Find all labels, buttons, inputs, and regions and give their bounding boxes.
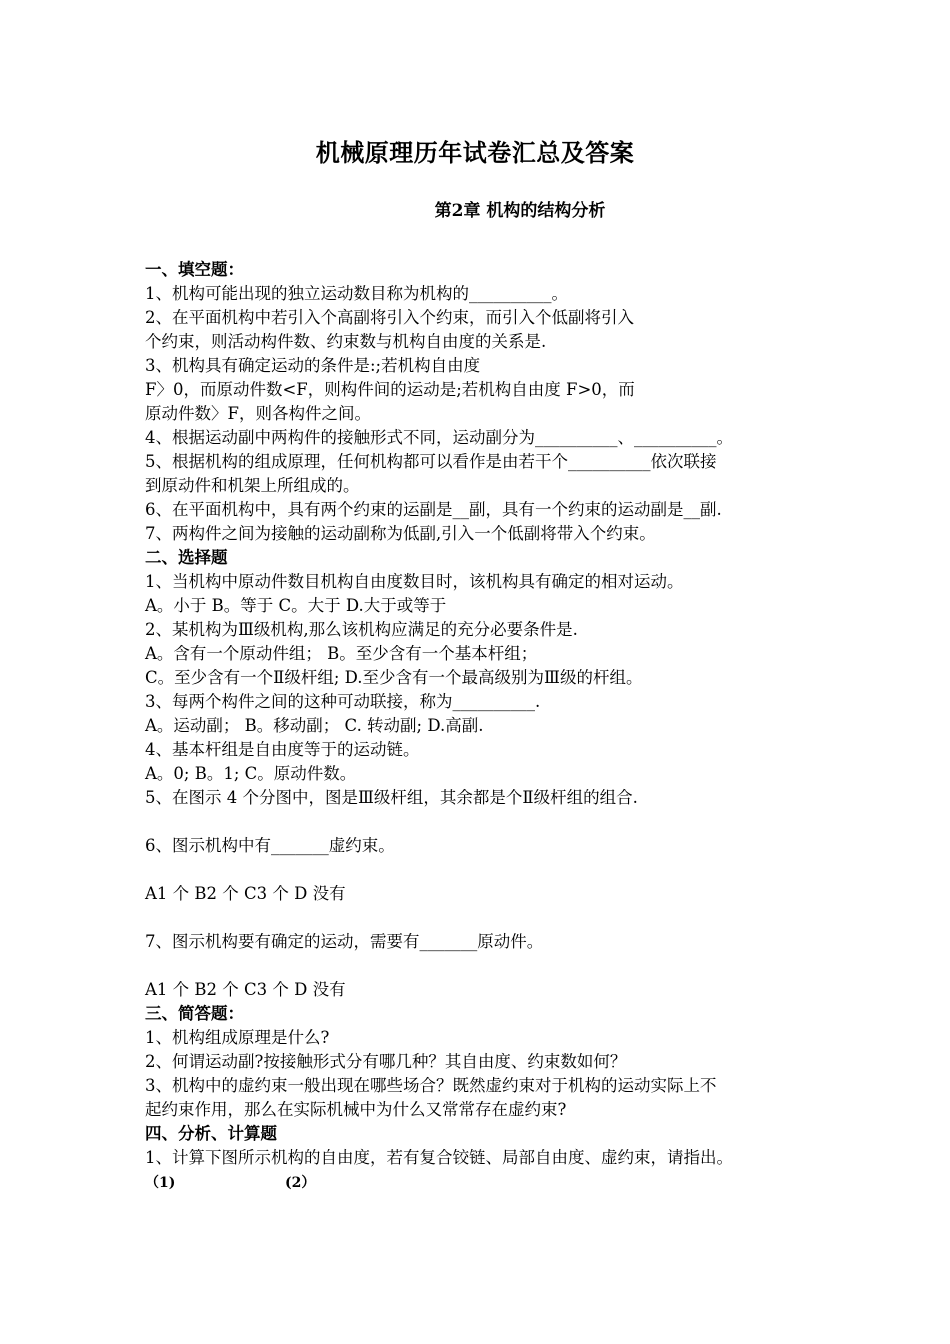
choice-line: 2、某机构为Ⅲ级机构,那么该机构应满足的充分必要条件是. bbox=[145, 620, 578, 639]
chapter-title: 第2章 机构的结构分析 bbox=[434, 201, 606, 221]
section-heading-choice: 二、选择题 bbox=[145, 548, 228, 567]
choice-line: 1、当机构中原动件数目机构自由度数目时，该机构具有确定的相对运动。 bbox=[145, 572, 684, 591]
figure-label-1: （1) bbox=[145, 1175, 176, 1191]
short-line: 1、机构组成原理是什么? bbox=[145, 1028, 330, 1047]
fill-line: 2、在平面机构中若引入个高副将引入个约束，而引入个低副将引入 bbox=[145, 308, 634, 327]
choice-question-7: 7、图示机构要有确定的运动，需要有_______原动件。 bbox=[145, 932, 544, 951]
figure-label-2: (2） bbox=[285, 1175, 316, 1191]
short-line: 2、何谓运动副?按接触形式分有哪几种？其自由度、约束数如何？ bbox=[145, 1052, 627, 1071]
choice-line: 5、在图示 4 个分图中，图是Ⅲ级杆组，其余都是个Ⅱ级杆组的组合. bbox=[145, 788, 638, 807]
fill-line: 原动件数〉F，则各构件之间。 bbox=[145, 404, 371, 423]
calc-line: 1、计算下图所示机构的自由度，若有复合铰链、局部自由度、虚约束，请指出。 bbox=[145, 1148, 733, 1167]
fill-line: 4、根据运动副中两构件的接触形式不同，运动副分为__________、__________。 bbox=[145, 428, 733, 447]
choice-line: A。含有一个原动件组； B。至少含有一个基本杆组； bbox=[145, 644, 538, 663]
fill-line: 7、两构件之间为接触的运动副称为低副,引入一个低副将带入个约束。 bbox=[145, 524, 656, 543]
fill-line: 到原动件和机架上所组成的。 bbox=[145, 476, 360, 495]
spacer bbox=[145, 906, 835, 930]
choice-line: A。0; B。1; C。原动件数。 bbox=[145, 764, 357, 783]
fill-line: 5、根据机构的组成原理，任何机构都可以看作是由若干个__________依次联接 bbox=[145, 452, 717, 471]
choice-question-6: 6、图示机构中有_______虚约束。 bbox=[145, 836, 395, 855]
document-body bbox=[145, 258, 835, 1194]
short-line: 3、机构中的虚约束一般出现在哪些场合？既然虚约束对于机构的运动实际上不 bbox=[145, 1076, 717, 1095]
choice-line: 4、基本杆组是自由度等于的运动链。 bbox=[145, 740, 420, 759]
spacer bbox=[145, 858, 835, 882]
choice-line: C。至少含有一个Ⅱ级杆组; D.至少含有一个最高级别为Ⅲ级的杆组。 bbox=[145, 668, 643, 687]
fill-line: 3、机构具有确定运动的条件是:;若机构自由度 bbox=[145, 356, 481, 375]
choice-line: A。小于 B。等于 C。大于 D.大于或等于 bbox=[145, 596, 447, 615]
fill-line: F〉0，而原动件数<F，则构件间的运动是;若机构自由度 F>0，而 bbox=[145, 380, 635, 399]
choice-line: 3、每两个构件之间的这种可动联接，称为__________. bbox=[145, 692, 541, 711]
choice-options-7: A1 个 B2 个 C3 个 D 没有 bbox=[145, 980, 346, 999]
section-heading-fill: 一、填空题： bbox=[145, 260, 244, 279]
short-line: 起约束作用，那么在实际机械中为什么又常常存在虚约束? bbox=[145, 1100, 567, 1119]
section-heading-calc: 四、分析、计算题 bbox=[145, 1124, 277, 1143]
section-heading-short: 三、简答题： bbox=[145, 1004, 244, 1023]
choice-options-6: A1 个 B2 个 C3 个 D 没有 bbox=[145, 884, 346, 903]
document-title: 机械原理历年试卷汇总及答案 bbox=[315, 138, 635, 167]
spacer bbox=[145, 810, 835, 834]
fill-line: 个约束，则活动构件数、约束数与机构自由度的关系是. bbox=[145, 332, 547, 351]
spacer bbox=[145, 954, 835, 978]
choice-line: A。运动副； B。移动副； C. 转动副; D.高副. bbox=[145, 716, 484, 735]
fill-line: 6、在平面机构中，具有两个约束的运副是__副，具有一个约束的运动副是__副. bbox=[145, 500, 722, 519]
fill-line: 1、机构可能出现的独立运动数目称为机构的__________。 bbox=[145, 284, 568, 303]
figure-labels bbox=[145, 1170, 835, 1194]
